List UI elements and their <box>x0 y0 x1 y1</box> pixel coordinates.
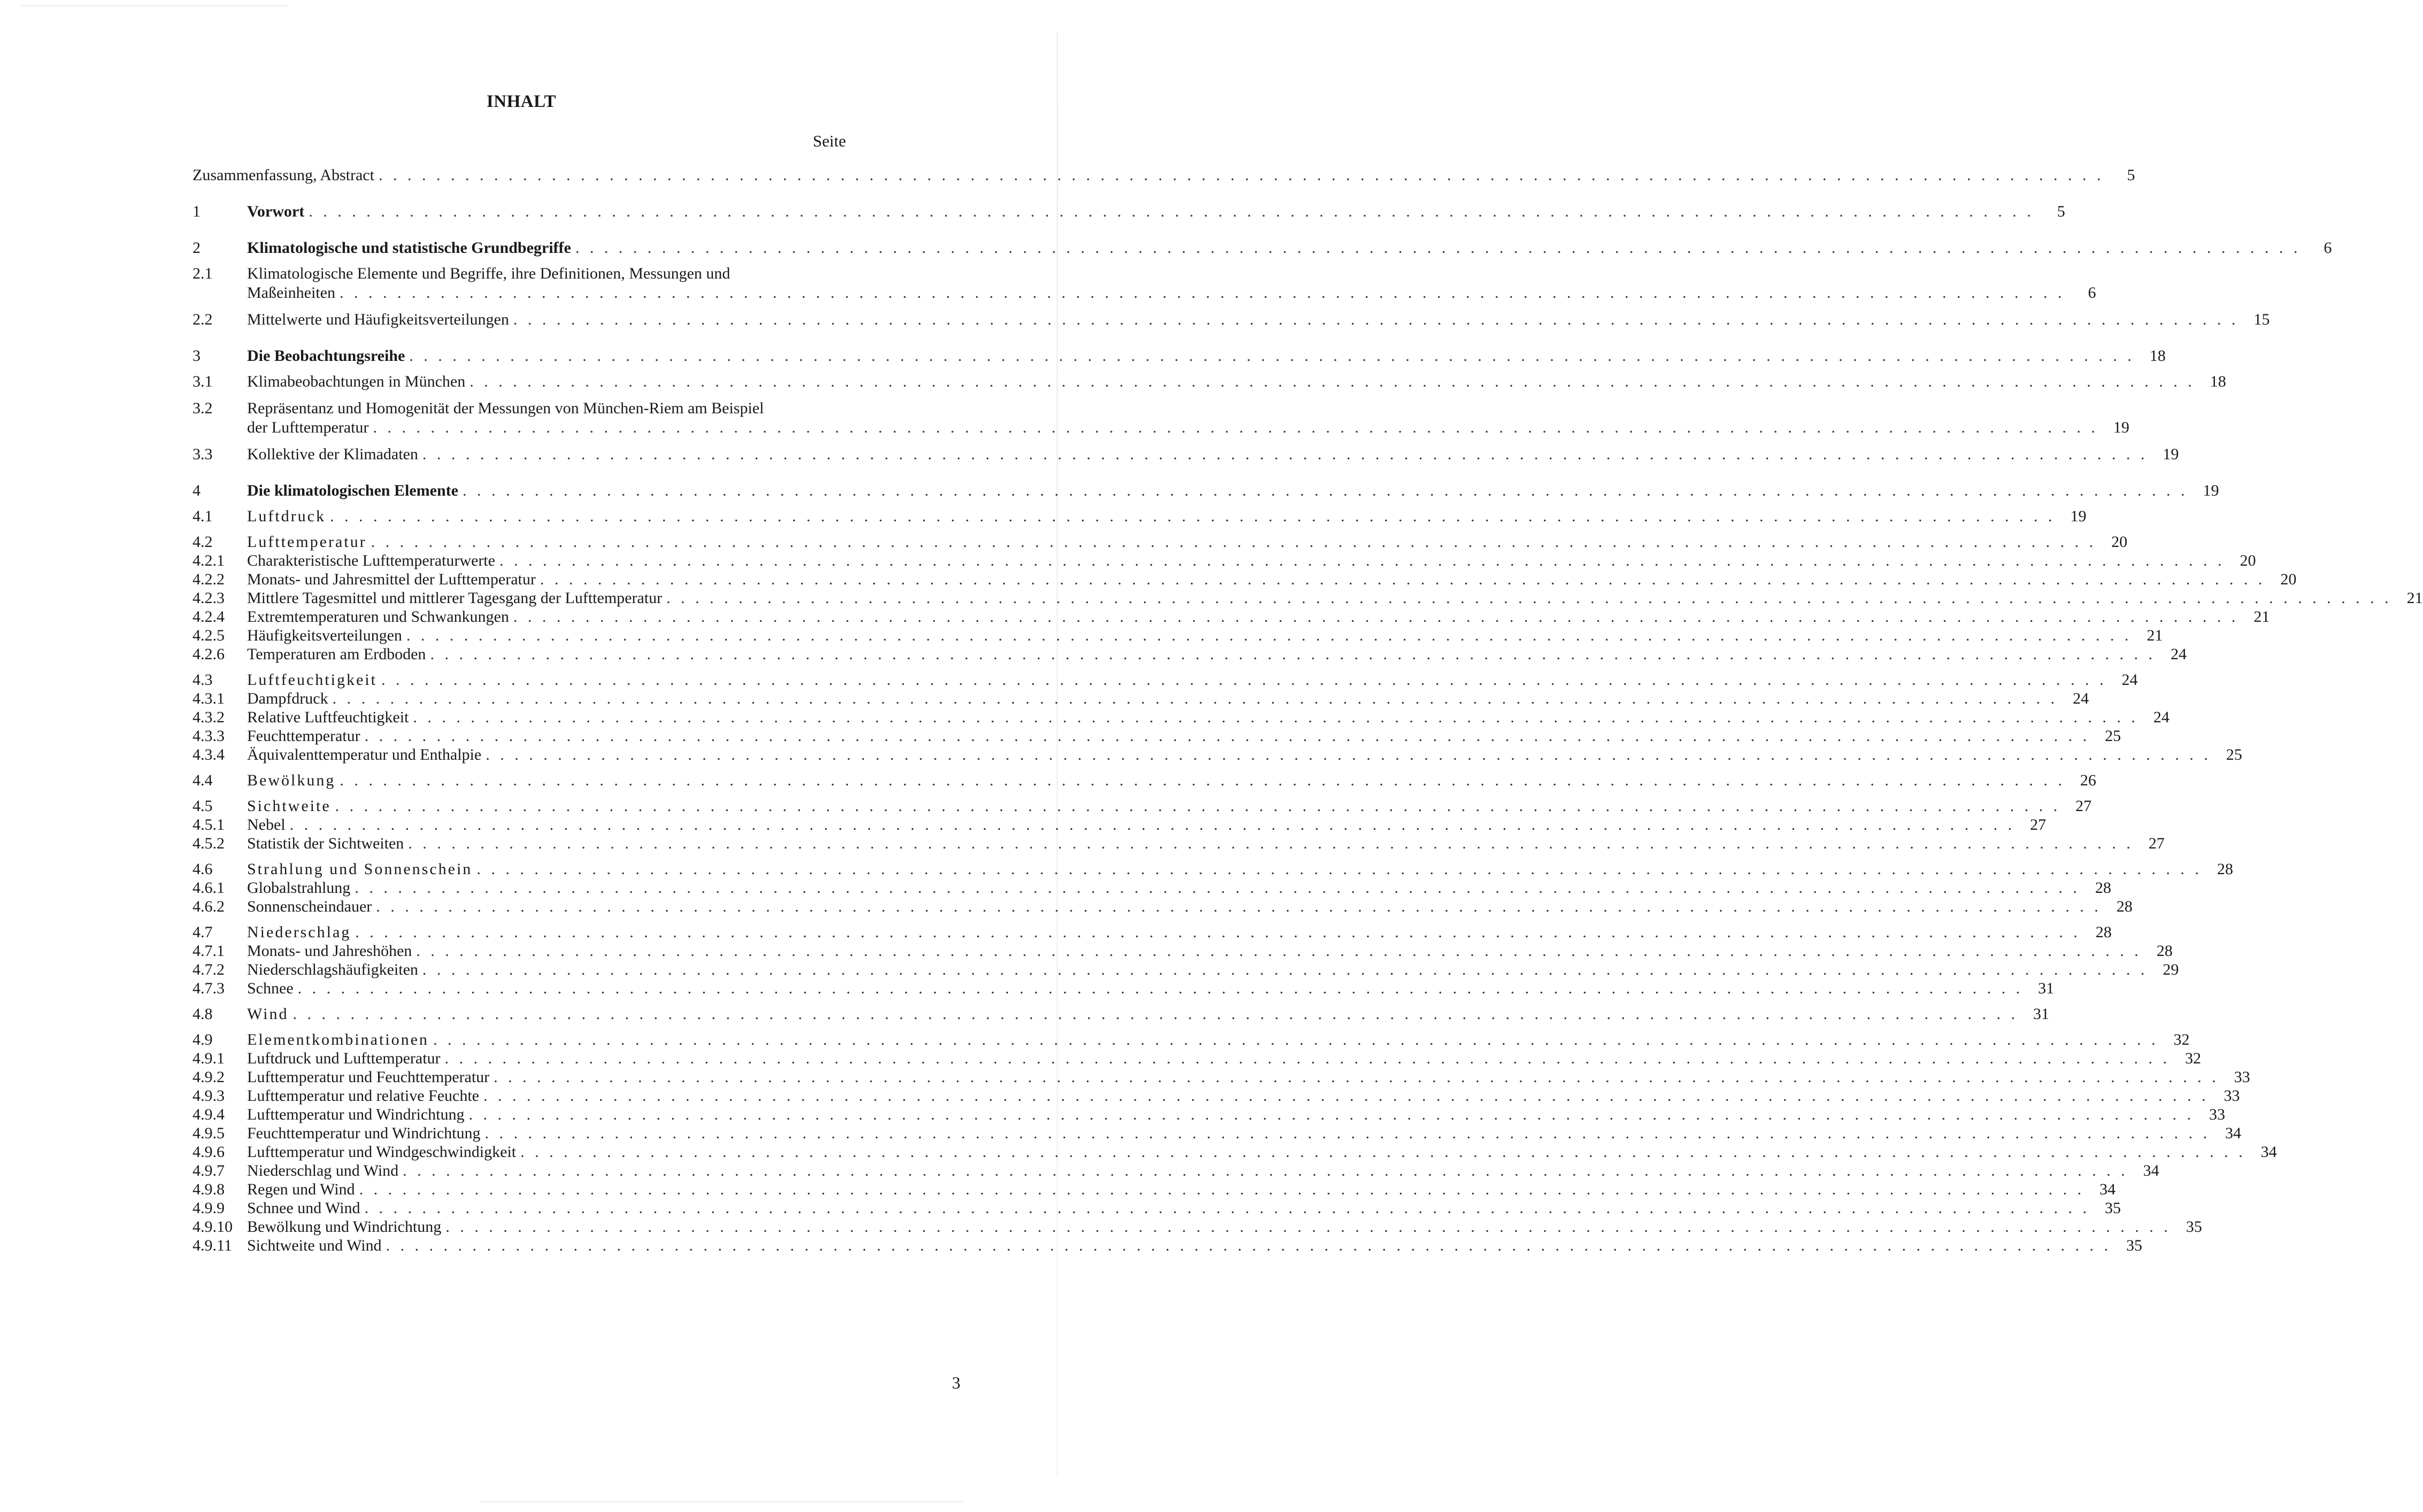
toc-entry-number: 4.9.1 <box>193 1050 225 1067</box>
toc-entry-number: 4.9.11 <box>193 1237 232 1254</box>
toc-entry-page: 29 <box>2163 961 2179 978</box>
toc-entry-number: 4.7.1 <box>193 942 225 960</box>
toc-entry <box>193 1161 2159 1181</box>
toc-entry <box>193 1143 2277 1162</box>
toc-entry-page: 28 <box>2156 942 2173 960</box>
dot-leader: . . . . . . . . . . . . . . . . . . . . . . . . . . . . . . . . . . . . . . . . . . . . . . . . . . . . . . . . . . . . . . . . . . . . . . . . . . . . . . . . . . . . . . . . . . . . . . . . . . . . . . . . . . . . . . . . . . . . . . . . <box>494 1068 2219 1086</box>
toc-entry-title: Lufttemperatur und Windgeschwindigkeit <box>247 1143 517 1161</box>
toc-entry-page: 20 <box>2280 570 2297 588</box>
toc-entry-title: Häufigkeitsverteilungen <box>247 627 402 644</box>
dot-leader: . . . . . . . . . . . . . . . . . . . . . . . . . . . . . . . . . . . . . . . . . . . . . . . . . . . . . . . . . . . . . . . . . . . . . . . . . . . . . . . . . . . . . . . . . . . . . . . . . . . . . . . . . . . . . . . . . . . . . . . . <box>340 772 2065 789</box>
dot-leader: . . . . . . . . . . . . . . . . . . . . . . . . . . . . . . . . . . . . . . . . . . . . . . . . . . . . . . . . . . . . . . . . . . . . . . . . . . . . . . . . . . . . . . . . . . . . . . . . . . . . . . . . . . . . . . . . . . . . . . . . <box>483 1087 2209 1105</box>
toc-entry-title: Schnee <box>247 979 294 997</box>
toc-entry-title: Zusammenfassung, Abstract <box>193 166 374 184</box>
dot-leader: . . . . . . . . . . . . . . . . . . . . . . . . . . . . . . . . . . . . . . . . . . . . . . . . . . . . . . . . . . . . . . . . . . . . . . . . . . . . . . . . . . . . . . . . . . . . . . . . . . . . . . . . . . . . . . . . . . . . . . . . <box>462 482 2188 499</box>
toc-entry-title: Statistik der Sichtweiten <box>247 835 404 852</box>
toc-entry-page: 35 <box>2126 1237 2143 1254</box>
page-number: 3 <box>952 1373 960 1392</box>
toc-entry-title: Lufttemperatur und Feuchttemperatur <box>247 1068 490 1086</box>
dot-leader: . . . . . . . . . . . . . . . . . . . . . . . . . . . . . . . . . . . . . . . . . . . . . . . . . . . . . . . . . . . . . . . . . . . . . . . . . . . . . . . . . . . . . . . . . . . . . . . . . . . . . . . . . . . . . . . . . . . . . . . . <box>430 645 2156 663</box>
toc-entry <box>193 1005 2049 1024</box>
toc-entry <box>193 1217 2202 1237</box>
scan-edge-top <box>21 5 289 6</box>
dot-leader: . . . . . . . . . . . . . . . . . . . . . . . . . . . . . . . . . . . . . . . . . . . . . . . . . . . . . . . . . . . . . . . . . . . . . . . . . . . . . . . . . . . . . . . . . . . . . . . . . . . . . . . . . . . . . . . . . . . . . . . . <box>355 923 2081 941</box>
toc-entry-title: Mittelwerte und Häufigkeitsverteilungen <box>247 311 509 328</box>
toc-entry-title: Bewölkung und Windrichtung <box>247 1218 442 1236</box>
toc-entry <box>193 202 2065 221</box>
toc-entry <box>193 1180 2116 1199</box>
toc-entry-page: 24 <box>2121 671 2138 689</box>
toc-entry-title: Relative Luftfeuchtigkeit <box>247 708 409 726</box>
toc-entry <box>193 166 2135 185</box>
toc-entry-page: 19 <box>2163 445 2179 463</box>
toc-entry <box>193 834 2165 853</box>
toc-entry <box>193 533 2128 552</box>
toc-entry-page: 6 <box>2088 284 2096 302</box>
toc-entry <box>193 346 2166 366</box>
toc-entry-page: 34 <box>2143 1162 2159 1179</box>
toc-entry-title: Kollektive der Klimadaten <box>247 445 418 463</box>
toc-entry-number: 2 <box>193 239 201 257</box>
dot-leader: . . . . . . . . . . . . . . . . . . . . . . . . . . . . . . . . . . . . . . . . . . . . . . . . . . . . . . . . . . . . . . . . . . . . . . . . . . . . . . . . . . . . . . . . . . . . . . . . . . . . . . . . . . . . . . . . . . . . . . . . <box>499 552 2225 569</box>
toc-entry-page: 21 <box>2147 627 2163 644</box>
dot-leader: . . . . . . . . . . . . . . . . . . . . . . . . . . . . . . . . . . . . . . . . . . . . . . . . . . . . . . . . . . . . . . . . . . . . . . . . . . . . . . . . . . . . . . . . . . . . . . . . . . . . . . . . . . . . . . . . . . . . . . . . <box>444 1050 2171 1067</box>
toc-entry-number: 4.9 <box>193 1031 213 1048</box>
toc-entry-title: Nebel <box>247 816 286 834</box>
toc-entry-title: Niederschlag <box>247 923 351 941</box>
dot-leader: . . . . . . . . . . . . . . . . . . . . . . . . . . . . . . . . . . . . . . . . . . . . . . . . . . . . . . . . . . . . . . . . . . . . . . . . . . . . . . . . . . . . . . . . . . . . . . . . . . . . . . . . . . . . . . . . . . . . . . . . <box>433 1031 2159 1048</box>
toc-entry <box>193 507 2087 526</box>
toc-entry-page: 27 <box>2148 835 2165 852</box>
dot-leader: . . . . . . . . . . . . . . . . . . . . . . . . . . . . . . . . . . . . . . . . . . . . . . . . . . . . . . . . . . . . . . . . . . . . . . . . . . . . . . . . . . . . . . . . . . . . . . . . . . . . . . . . . . . . . . . . . . . . . . . . <box>540 570 2266 588</box>
dot-leader: . . . . . . . . . . . . . . . . . . . . . . . . . . . . . . . . . . . . . . . . . . . . . . . . . . . . . . . . . . . . . . . . . . . . . . . . . . . . . . . . . . . . . . . . . . . . . . . . . . . . . . . . . . . . . . . . . . . . . . . . <box>403 1162 2128 1179</box>
toc-entry-page: 20 <box>2240 552 2256 569</box>
toc-entry <box>193 607 2270 627</box>
toc-entry-title: Lufttemperatur und Windrichtung <box>247 1106 465 1123</box>
toc-entry-title: Schnee und Wind <box>247 1199 360 1217</box>
toc-entry-number: 4.3 <box>193 671 213 689</box>
toc-entry <box>193 797 2092 816</box>
toc-entry <box>193 481 2219 500</box>
toc-entry-page: 31 <box>2033 1005 2049 1023</box>
toc-entry-title: Extremtemperaturen und Schwankungen <box>247 608 509 626</box>
dot-leader: . . . . . . . . . . . . . . . . . . . . . . . . . . . . . . . . . . . . . . . . . . . . . . . . . . . . . . . . . . . . . . . . . . . . . . . . . . . . . . . . . . . . . . . . . . . . . . . . . . . . . . . . . . . . . . . . . . . . . . . . <box>378 166 2104 184</box>
toc-entry-number: 1 <box>193 203 201 220</box>
page-title: INHALT <box>486 92 557 111</box>
toc-entry-page: 35 <box>2105 1199 2121 1217</box>
toc-entry-number: 4.3.4 <box>193 746 225 763</box>
dot-leader: . . . . . . . . . . . . . . . . . . . . . . . . . . . . . . . . . . . . . . . . . . . . . . . . . . . . . . . . . . . . . . . . . . . . . . . . . . . . . . . . . . . . . . . . . . . . . . . . . . . . . . . . . . . . . . . . . . . . . . . . <box>381 671 2107 689</box>
toc-entry-title: Vorwort <box>247 203 305 220</box>
dot-leader: . . . . . . . . . . . . . . . . . . . . . . . . . . . . . . . . . . . . . . . . . . . . . . . . . . . . . . . . . . . . . . . . . . . . . . . . . . . . . . . . . . . . . . . . . . . . . . . . . . . . . . . . . . . . . . . . . . . . . . . . <box>486 746 2211 763</box>
toc-entry-page: 18 <box>2210 373 2226 390</box>
dot-leader: . . . . . . . . . . . . . . . . . . . . . . . . . . . . . . . . . . . . . . . . . . . . . . . . . . . . . . . . . . . . . . . . . . . . . . . . . . . . . . . . . . . . . . . . . . . . . . . . . . . . . . . . . . . . . . . . . . . . . . . . <box>376 898 2102 915</box>
toc-entry-page: 24 <box>2170 645 2187 663</box>
toc-entry-number: 4.9.8 <box>193 1181 225 1198</box>
toc-entry <box>193 1030 2190 1050</box>
dot-leader: . . . . . . . . . . . . . . . . . . . . . . . . . . . . . . . . . . . . . . . . . . . . . . . . . . . . . . . . . . . . . . . . . . . . . . . . . . . . . . . . . . . . . . . . . . . . . . . . . . . . . . . . . . . . . . . . . . . . . . . . <box>371 533 2097 551</box>
toc-entry <box>193 1105 2225 1124</box>
toc-entry <box>193 589 2423 608</box>
toc-entry-title: Globalstrahlung <box>247 879 351 897</box>
toc-entry <box>193 878 2111 898</box>
toc-entry <box>193 1068 2250 1087</box>
toc-entry-number: 4.2.5 <box>193 627 225 644</box>
dot-leader: . . . . . . . . . . . . . . . . . . . . . . . . . . . . . . . . . . . . . . . . . . . . . . . . . . . . . . . . . . . . . . . . . . . . . . . . . . . . . . . . . . . . . . . . . . . . . . . . . . . . . . . . . . . . . . . . . . . . . . . . <box>413 708 2139 726</box>
toc-entry-number: 4.3.3 <box>193 727 225 745</box>
toc-entry-title: Elementkombinationen <box>247 1031 429 1048</box>
toc-entry <box>193 570 2297 589</box>
dot-leader: . . . . . . . . . . . . . . . . . . . . . . . . . . . . . . . . . . . . . . . . . . . . . . . . . . . . . . . . . . . . . . . . . . . . . . . . . . . . . . . . . . . . . . . . . . . . . . . . . . . . . . . . . . . . . . . . . . . . . . . . <box>339 284 2065 302</box>
toc-entry-title: Sichtweite <box>247 797 331 815</box>
dot-leader: . . . . . . . . . . . . . . . . . . . . . . . . . . . . . . . . . . . . . . . . . . . . . . . . . . . . . . . . . . . . . . . . . . . . . . . . . . . . . . . . . . . . . . . . . . . . . . . . . . . . . . . . . . . . . . . . . . . . . . . . <box>373 419 2098 436</box>
toc-entry-page: 19 <box>2070 507 2087 525</box>
toc-entry-title: Äquivalenttemperatur und Enthalpie <box>247 746 482 763</box>
toc-entry-page: 32 <box>2185 1050 2202 1067</box>
toc-entry-page: 33 <box>2209 1106 2225 1123</box>
toc-entry-page: 18 <box>2149 347 2166 365</box>
toc-entry-number: 4.2.4 <box>193 608 225 626</box>
dot-leader: . . . . . . . . . . . . . . . . . . . . . . . . . . . . . . . . . . . . . . . . . . . . . . . . . . . . . . . . . . . . . . . . . . . . . . . . . . . . . . . . . . . . . . . . . . . . . . . . . . . . . . . . . . . . . . . . . . . . . . . . <box>422 445 2148 463</box>
toc-entry-page: 34 <box>2099 1181 2116 1198</box>
toc-entry <box>193 727 2121 746</box>
toc-entry <box>193 372 2226 391</box>
dot-leader: . . . . . . . . . . . . . . . . . . . . . . . . . . . . . . . . . . . . . . . . . . . . . . . . . . . . . . . . . . . . . . . . . . . . . . . . . . . . . . . . . . . . . . . . . . . . . . . . . . . . . . . . . . . . . . . . . . . . . . . . <box>476 860 2202 878</box>
toc-entry-page: 5 <box>2057 203 2065 220</box>
toc-entry-page: 27 <box>2030 816 2047 834</box>
toc-entry <box>193 942 2173 961</box>
dot-leader: . . . . . . . . . . . . . . . . . . . . . . . . . . . . . . . . . . . . . . . . . . . . . . . . . . . . . . . . . . . . . . . . . . . . . . . . . . . . . . . . . . . . . . . . . . . . . . . . . . . . . . . . . . . . . . . . . . . . . . . . <box>468 1106 2194 1123</box>
toc-entry-page: 21 <box>2253 608 2270 626</box>
dot-leader: . . . . . . . . . . . . . . . . . . . . . . . . . . . . . . . . . . . . . . . . . . . . . . . . . . . . . . . . . . . . . . . . . . . . . . . . . . . . . . . . . . . . . . . . . . . . . . . . . . . . . . . . . . . . . . . . . . . . . . . . <box>575 239 2301 257</box>
toc-entry <box>193 310 2270 329</box>
toc-entry-title: Charakteristische Lufttemperaturwerte <box>247 552 495 569</box>
toc-entry-number: 4.2.1 <box>193 552 225 569</box>
toc-entry-number: 4.9.4 <box>193 1106 225 1123</box>
toc-entry-number: 4.5.1 <box>193 816 225 834</box>
toc-entry-number: 2.1 <box>193 265 213 282</box>
dot-leader: . . . . . . . . . . . . . . . . . . . . . . . . . . . . . . . . . . . . . . . . . . . . . . . . . . . . . . . . . . . . . . . . . . . . . . . . . . . . . . . . . . . . . . . . . . . . . . . . . . . . . . . . . . . . . . . . . . . . . . . . <box>513 311 2239 328</box>
toc-entry-page: 24 <box>2153 708 2170 726</box>
dot-leader: . . . . . . . . . . . . . . . . . . . . . . . . . . . . . . . . . . . . . . . . . . . . . . . . . . . . . . . . . . . . . . . . . . . . . . . . . . . . . . . . . . . . . . . . . . . . . . . . . . . . . . . . . . . . . . . . . . . . . . . . <box>406 627 2132 644</box>
toc-entry <box>193 745 2242 765</box>
toc-entry-page: 19 <box>2203 482 2219 499</box>
toc-entry <box>193 238 2332 258</box>
toc-entry-title: Mittlere Tagesmittel und mittlerer Tagesgang der Lufttemperatur <box>247 589 663 607</box>
toc-entry <box>193 626 2163 645</box>
toc-entry-title: Luftfeuchtigkeit <box>247 671 377 689</box>
toc-entry-number: 2.2 <box>193 311 213 328</box>
dot-leader: . . . . . . . . . . . . . . . . . . . . . . . . . . . . . . . . . . . . . . . . . . . . . . . . . . . . . . . . . . . . . . . . . . . . . . . . . . . . . . . . . . . . . . . . . . . . . . . . . . . . . . . . . . . . . . . . . . . . . . . . <box>335 797 2061 815</box>
scan-edge-bottom <box>481 1501 963 1502</box>
dot-leader: . . . . . . . . . . . . . . . . . . . . . . . . . . . . . . . . . . . . . . . . . . . . . . . . . . . . . . . . . . . . . . . . . . . . . . . . . . . . . . . . . . . . . . . . . . . . . . . . . . . . . . . . . . . . . . . . . . . . . . . . <box>329 507 2056 525</box>
toc-entry-number: 4.9.3 <box>193 1087 225 1105</box>
table-of-contents <box>193 166 2423 1255</box>
dot-leader: . . . . . . . . . . . . . . . . . . . . . . . . . . . . . . . . . . . . . . . . . . . . . . . . . . . . . . . . . . . . . . . . . . . . . . . . . . . . . . . . . . . . . . . . . . . . . . . . . . . . . . . . . . . . . . . . . . . . . . . . <box>332 690 2058 707</box>
toc-entry-title-continued: Maßeinheiten <box>247 284 335 302</box>
toc-entry-title: Die Beobachtungsreihe <box>247 347 405 365</box>
toc-entry-title: Feuchttemperatur <box>247 727 360 745</box>
toc-entry-page: 28 <box>2116 898 2133 915</box>
toc-entry-number: 4.9.6 <box>193 1143 225 1161</box>
toc-entry <box>193 551 2256 570</box>
toc-entry-title: Lufttemperatur <box>247 533 367 551</box>
toc-entry-title: Lufttemperatur und relative Feuchte <box>247 1087 479 1105</box>
toc-entry-title-continued: der Lufttemperatur <box>247 419 369 436</box>
toc-entry <box>193 897 2133 916</box>
toc-entry-title: Strahlung und Sonnenschein <box>247 860 473 878</box>
toc-entry-title: Repräsentanz und Homogenität der Messungen von München-Riem am Beispiel <box>247 399 764 417</box>
dot-leader: . . . . . . . . . . . . . . . . . . . . . . . . . . . . . . . . . . . . . . . . . . . . . . . . . . . . . . . . . . . . . . . . . . . . . . . . . . . . . . . . . . . . . . . . . . . . . . . . . . . . . . . . . . . . . . . . . . . . . . . . <box>408 835 2134 852</box>
toc-entry-page: 20 <box>2111 533 2128 551</box>
toc-entry-number: 4.2.2 <box>193 570 225 588</box>
toc-entry-title: Bewölkung <box>247 772 336 789</box>
toc-entry <box>193 1086 2240 1106</box>
dot-leader: . . . . . . . . . . . . . . . . . . . . . . . . . . . . . . . . . . . . . . . . . . . . . . . . . . . . . . . . . . . . . . . . . . . . . . . . . . . . . . . . . . . . . . . . . . . . . . . . . . . . . . . . . . . . . . . . . . . . . . . . <box>293 1005 2018 1023</box>
toc-entry-number: 4.6 <box>193 860 213 878</box>
toc-entry-title: Monats- und Jahreshöhen <box>247 942 412 960</box>
toc-entry-page: 33 <box>2224 1087 2240 1105</box>
toc-entry-page: 26 <box>2080 772 2096 789</box>
toc-entry-number: 4.2.6 <box>193 645 225 663</box>
toc-entry-title: Sichtweite und Wind <box>247 1237 382 1254</box>
toc-entry-title: Wind <box>247 1005 289 1023</box>
toc-entry-page: 31 <box>2038 979 2055 997</box>
toc-entry <box>193 1124 2241 1143</box>
toc-entry <box>193 645 2187 664</box>
toc-entry <box>193 860 2233 879</box>
toc-entry-title: Luftdruck <box>247 507 326 525</box>
toc-entry-page: 32 <box>2173 1031 2190 1048</box>
dot-leader: . . . . . . . . . . . . . . . . . . . . . . . . . . . . . . . . . . . . . . . . . . . . . . . . . . . . . . . . . . . . . . . . . . . . . . . . . . . . . . . . . . . . . . . . . . . . . . . . . . . . . . . . . . . . . . . . . . . . . . . . <box>289 816 2016 834</box>
toc-entry <box>193 689 2089 708</box>
toc-entry-page: 5 <box>2127 166 2135 184</box>
toc-entry <box>193 445 2179 464</box>
toc-entry-number: 4.3.1 <box>193 690 225 707</box>
dot-leader: . . . . . . . . . . . . . . . . . . . . . . . . . . . . . . . . . . . . . . . . . . . . . . . . . . . . . . . . . . . . . . . . . . . . . . . . . . . . . . . . . . . . . . . . . . . . . . . . . . . . . . . . . . . . . . . . . . . . . . . . <box>666 589 2392 607</box>
toc-entry-title: Dampfdruck <box>247 690 328 707</box>
toc-entry-title: Temperaturen am Erdboden <box>247 645 426 663</box>
dot-leader: . . . . . . . . . . . . . . . . . . . . . . . . . . . . . . . . . . . . . . . . . . . . . . . . . . . . . . . . . . . . . . . . . . . . . . . . . . . . . . . . . . . . . . . . . . . . . . . . . . . . . . . . . . . . . . . . . . . . . . . . <box>297 979 2024 997</box>
toc-entry-number: 4.5.2 <box>193 835 225 852</box>
toc-entry-page: 27 <box>2075 797 2092 815</box>
dot-leader: . . . . . . . . . . . . . . . . . . . . . . . . . . . . . . . . . . . . . . . . . . . . . . . . . . . . . . . . . . . . . . . . . . . . . . . . . . . . . . . . . . . . . . . . . . . . . . . . . . . . . . . . . . . . . . . . . . . . . . . . <box>416 942 2142 960</box>
toc-entry-title: Klimatologische Elemente und Begriffe, ihre Definitionen, Messungen und <box>247 265 730 282</box>
toc-entry-page: 34 <box>2260 1143 2277 1161</box>
toc-entry-number: 3.1 <box>193 373 213 390</box>
page-column-label: Seite <box>813 132 846 150</box>
dot-leader: . . . . . . . . . . . . . . . . . . . . . . . . . . . . . . . . . . . . . . . . . . . . . . . . . . . . . . . . . . . . . . . . . . . . . . . . . . . . . . . . . . . . . . . . . . . . . . . . . . . . . . . . . . . . . . . . . . . . . . . . <box>445 1218 2171 1236</box>
dot-leader: . . . . . . . . . . . . . . . . . . . . . . . . . . . . . . . . . . . . . . . . . . . . . . . . . . . . . . . . . . . . . . . . . . . . . . . . . . . . . . . . . . . . . . . . . . . . . . . . . . . . . . . . . . . . . . . . . . . . . . . . <box>355 879 2080 897</box>
toc-entry-title: Feuchttemperatur und Windrichtung <box>247 1124 481 1142</box>
toc-entry-page: 25 <box>2226 746 2242 763</box>
toc-entry <box>193 1049 2202 1068</box>
toc-entry-number: 4.6.1 <box>193 879 225 897</box>
toc-entry-number: 4.6.2 <box>193 898 225 915</box>
dot-leader: . . . . . . . . . . . . . . . . . . . . . . . . . . . . . . . . . . . . . . . . . . . . . . . . . . . . . . . . . . . . . . . . . . . . . . . . . . . . . . . . . . . . . . . . . . . . . . . . . . . . . . . . . . . . . . . . . . . . . . . . <box>422 961 2148 978</box>
toc-entry-number: 4.2 <box>193 533 213 551</box>
toc-entry <box>193 670 2138 690</box>
toc-entry <box>193 708 2170 727</box>
toc-entry <box>193 923 2112 942</box>
toc-entry <box>193 815 2047 835</box>
toc-entry-page: 28 <box>2095 923 2112 941</box>
toc-entry-number: 3.3 <box>193 445 213 463</box>
dot-leader: . . . . . . . . . . . . . . . . . . . . . . . . . . . . . . . . . . . . . . . . . . . . . . . . . . . . . . . . . . . . . . . . . . . . . . . . . . . . . . . . . . . . . . . . . . . . . . . . . . . . . . . . . . . . . . . . . . . . . . . . <box>309 203 2034 220</box>
toc-entry-number: 4.9.9 <box>193 1199 225 1217</box>
toc-entry-page: 28 <box>2095 879 2111 897</box>
toc-entry-page: 33 <box>2234 1068 2250 1086</box>
toc-entry-number: 4.7.3 <box>193 979 225 997</box>
toc-entry-page: 24 <box>2073 690 2089 707</box>
toc-entry-number: 4.1 <box>193 507 213 525</box>
toc-entry-number: 4.9.2 <box>193 1068 225 1086</box>
toc-entry-number: 3 <box>193 347 201 365</box>
toc-entry-title: Klimabeobachtungen in München <box>247 373 466 390</box>
toc-entry-title: Die klimatologischen Elemente <box>247 482 458 499</box>
toc-entry-title: Sonnenscheindauer <box>247 898 372 915</box>
toc-entry <box>193 979 2055 998</box>
dot-leader: . . . . . . . . . . . . . . . . . . . . . . . . . . . . . . . . . . . . . . . . . . . . . . . . . . . . . . . . . . . . . . . . . . . . . . . . . . . . . . . . . . . . . . . . . . . . . . . . . . . . . . . . . . . . . . . . . . . . . . . . <box>520 1143 2246 1161</box>
toc-entry-page: 6 <box>2324 239 2332 257</box>
dot-leader: . . . . . . . . . . . . . . . . . . . . . . . . . . . . . . . . . . . . . . . . . . . . . . . . . . . . . . . . . . . . . . . . . . . . . . . . . . . . . . . . . . . . . . . . . . . . . . . . . . . . . . . . . . . . . . . . . . . . . . . . <box>409 347 2135 365</box>
toc-entry <box>193 960 2179 979</box>
dot-leader: . . . . . . . . . . . . . . . . . . . . . . . . . . . . . . . . . . . . . . . . . . . . . . . . . . . . . . . . . . . . . . . . . . . . . . . . . . . . . . . . . . . . . . . . . . . . . . . . . . . . . . . . . . . . . . . . . . . . . . . . <box>470 373 2195 390</box>
toc-entry-number: 4.5 <box>193 797 213 815</box>
toc-entry-title: Klimatologische und statistische Grundbegriffe <box>247 239 571 257</box>
toc-entry-page: 28 <box>2217 860 2233 878</box>
toc-entry-page: 19 <box>2113 419 2129 436</box>
toc-entry-number: 4.7 <box>193 923 213 941</box>
toc-entry-number: 4.7.2 <box>193 961 225 978</box>
toc-entry <box>193 399 2129 437</box>
dot-leader: . . . . . . . . . . . . . . . . . . . . . . . . . . . . . . . . . . . . . . . . . . . . . . . . . . . . . . . . . . . . . . . . . . . . . . . . . . . . . . . . . . . . . . . . . . . . . . . . . . . . . . . . . . . . . . . . . . . . . . . . <box>513 608 2239 626</box>
toc-entry-title: Luftdruck und Lufttemperatur <box>247 1050 441 1067</box>
toc-entry <box>193 1199 2121 1218</box>
dot-leader: . . . . . . . . . . . . . . . . . . . . . . . . . . . . . . . . . . . . . . . . . . . . . . . . . . . . . . . . . . . . . . . . . . . . . . . . . . . . . . . . . . . . . . . . . . . . . . . . . . . . . . . . . . . . . . . . . . . . . . . . <box>359 1181 2085 1198</box>
toc-entry-page: 15 <box>2253 311 2270 328</box>
toc-entry-page: 25 <box>2105 727 2121 745</box>
toc-entry <box>193 771 2096 790</box>
toc-entry-title: Niederschlag und Wind <box>247 1162 399 1179</box>
toc-entry-number: 4 <box>193 482 201 499</box>
toc-entry-page: 21 <box>2406 589 2423 607</box>
dot-leader: . . . . . . . . . . . . . . . . . . . . . . . . . . . . . . . . . . . . . . . . . . . . . . . . . . . . . . . . . . . . . . . . . . . . . . . . . . . . . . . . . . . . . . . . . . . . . . . . . . . . . . . . . . . . . . . . . . . . . . . . <box>364 727 2090 745</box>
toc-entry-number: 4.9.10 <box>193 1218 233 1236</box>
toc-entry <box>193 1236 2143 1255</box>
toc-entry-number: 4.2.3 <box>193 589 225 607</box>
dot-leader: . . . . . . . . . . . . . . . . . . . . . . . . . . . . . . . . . . . . . . . . . . . . . . . . . . . . . . . . . . . . . . . . . . . . . . . . . . . . . . . . . . . . . . . . . . . . . . . . . . . . . . . . . . . . . . . . . . . . . . . . <box>364 1199 2090 1217</box>
toc-entry-title: Regen und Wind <box>247 1181 355 1198</box>
toc-entry-page: 35 <box>2186 1218 2202 1236</box>
toc-entry-number: 4.4 <box>193 772 213 789</box>
toc-entry-number: 4.9.5 <box>193 1124 225 1142</box>
dot-leader: . . . . . . . . . . . . . . . . . . . . . . . . . . . . . . . . . . . . . . . . . . . . . . . . . . . . . . . . . . . . . . . . . . . . . . . . . . . . . . . . . . . . . . . . . . . . . . . . . . . . . . . . . . . . . . . . . . . . . . . . <box>386 1237 2112 1254</box>
dot-leader: . . . . . . . . . . . . . . . . . . . . . . . . . . . . . . . . . . . . . . . . . . . . . . . . . . . . . . . . . . . . . . . . . . . . . . . . . . . . . . . . . . . . . . . . . . . . . . . . . . . . . . . . . . . . . . . . . . . . . . . . <box>484 1124 2210 1142</box>
toc-entry-number: 3.2 <box>193 399 213 417</box>
toc-entry-page: 34 <box>2225 1124 2241 1142</box>
toc-entry-title: Monats- und Jahresmittel der Lufttemperatur <box>247 570 536 588</box>
toc-entry-title: Niederschlagshäufigkeiten <box>247 961 418 978</box>
toc-entry-number: 4.9.7 <box>193 1162 225 1179</box>
toc-entry-number: 4.8 <box>193 1005 213 1023</box>
toc-entry-number: 4.3.2 <box>193 708 225 726</box>
toc-entry <box>193 264 2096 303</box>
